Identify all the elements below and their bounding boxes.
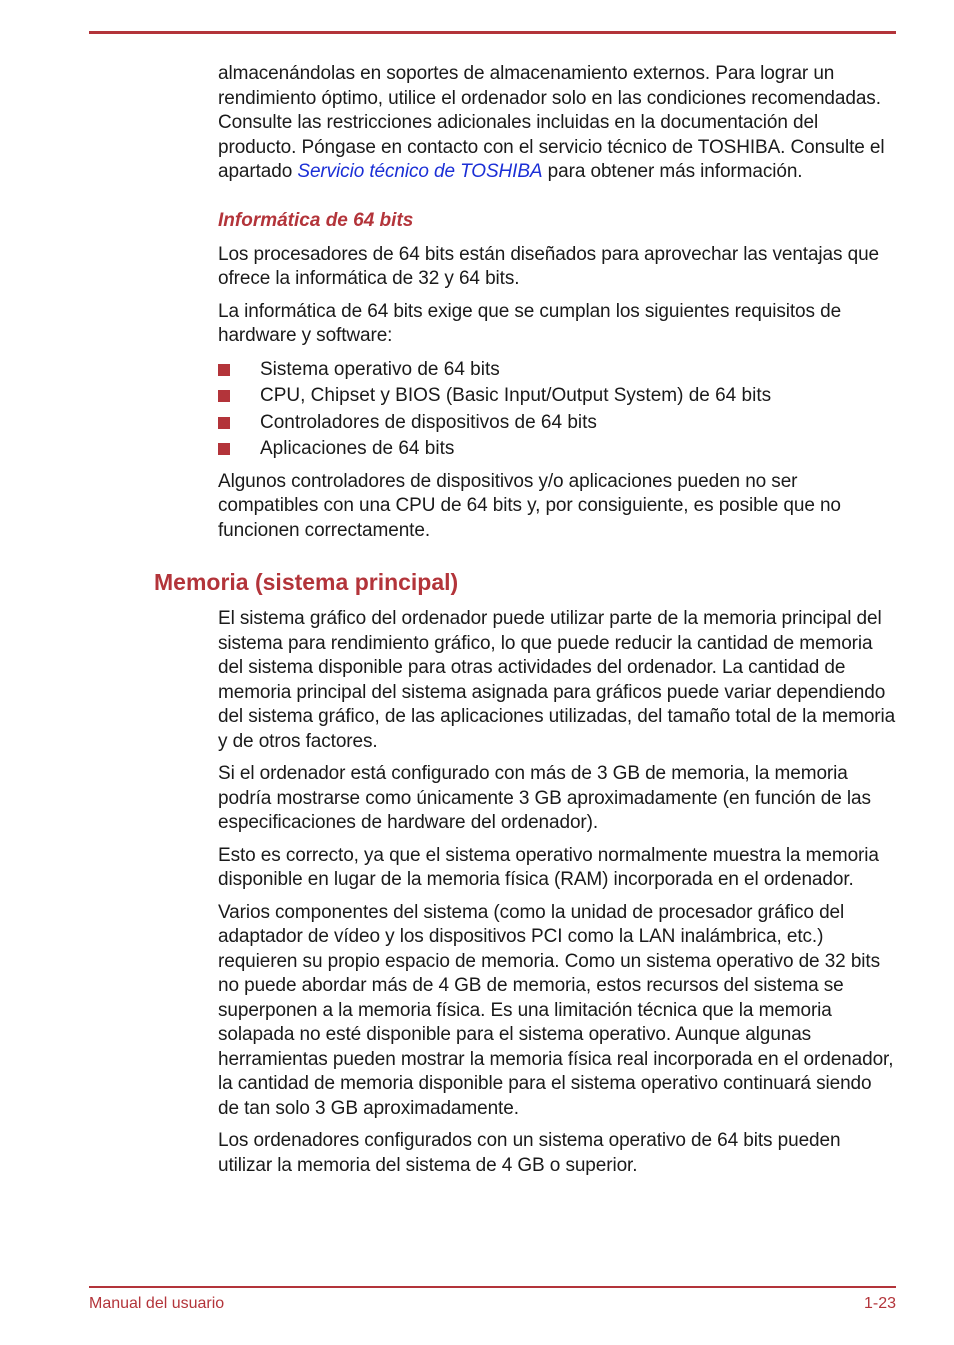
bullet-square-icon (218, 364, 230, 376)
footer-manual-title: Manual del usuario (89, 1295, 225, 1312)
bullet-square-icon (218, 390, 230, 402)
subsection-heading-64bit: Informática de 64 bits (218, 209, 414, 231)
page-number: 1-23 (863, 1295, 896, 1312)
footer-rule (89, 1286, 896, 1288)
section-paragraph: Si el ordenador está configurado con más de 3 GB de memoria, la memoria podría mostrarse como únicamente 3 GB aproximadamente (en función de las especificaciones de hardware del ordenador). (218, 763, 871, 833)
list-item-text: Aplicaciones de 64 bits (260, 438, 455, 459)
bullet-square-icon (218, 417, 230, 429)
subsection-paragraph: La informática de 64 bits exige que se cumplan los siguientes requisitos de hardware y software: (218, 300, 842, 346)
list-item (218, 383, 896, 410)
section-paragraph: Los ordenadores configurados con un sistema operativo de 64 bits pueden utilizar la memoria del sistema de 4 GB o superior. (218, 1130, 841, 1176)
page-content (154, 62, 896, 1186)
requirements-list (218, 357, 896, 463)
list-item-text: Sistema operativo de 64 bits (260, 358, 500, 380)
list-item (218, 436, 896, 463)
header-rule (89, 31, 896, 34)
section-heading-memory: Memoria (sistema principal) (154, 569, 459, 595)
subsection-closing-paragraph: Algunos controladores de dispositivos y/o aplicaciones pueden no ser compatibles con una CPU de 64 bits y, por consiguiente, es posible que no funcionen correctamente. (218, 470, 841, 541)
toshiba-support-link[interactable]: Servicio técnico de TOSHIBA (297, 161, 543, 182)
intro-paragraph (218, 62, 896, 185)
list-item (218, 410, 896, 437)
list-item-text: Controladores de dispositivos de 64 bits (260, 411, 597, 433)
subsection-paragraph: Los procesadores de 64 bits están diseñados para aprovechar las ventajas que ofrece la informática de 32 y 64 bits. (218, 243, 880, 289)
intro-text-after-link: para obtener más información. (542, 161, 803, 182)
section-paragraph: El sistema gráfico del ordenador puede utilizar parte de la memoria principal del sistema para rendimiento gráfico, lo que puede reducir la cantidad de memoria del sistema disponible para otras actividades del ordenador. La cantidad de memoria principal del sistema asignada para gráficos puede variar dependiendo del sistema gráfico, de las aplicaciones utilizadas, del tamaño total de la memoria y de otros factores. (218, 608, 896, 752)
intro-text-before-link: almacenándolas en soportes de almacenamiento externos. Para lograr un rendimiento óptimo, utilice el ordenador solo en las condiciones recomendadas. Consulte las restricciones adicionales incluidas en la documentación del producto. Póngase en contacto con el servicio técnico de TOSHIBA. Consulte el apartado (218, 63, 885, 182)
bullet-square-icon (218, 443, 230, 455)
section-paragraph: Esto es correcto, ya que el sistema operativo normalmente muestra la memoria disponible en lugar de la memoria física (RAM) incorporada en el ordenador. (218, 844, 879, 890)
section-paragraph: Varios componentes del sistema (como la unidad de procesador gráfico del adaptador de vídeo y los dispositivos PCI como la LAN inalámbrica, etc.) requieren su propio espacio de memoria. Como un sistema operativo de 32 bits no puede abordar más de 4 GB de memoria, estos recursos del sistema se superponen a la memoria física. Es una limitación técnica que la memoria solapada no esté disponible para el sistema operativo. Aunque algunas herramientas pueden mostrar la memoria física real incorporada en el ordenador, la cantidad de memoria disponible para el sistema operativo continuará siendo de tan solo 3 GB aproximadamente. (218, 901, 894, 1119)
list-item (218, 357, 896, 384)
list-item-text: CPU, Chipset y BIOS (Basic Input/Output System) de 64 bits (260, 385, 772, 406)
